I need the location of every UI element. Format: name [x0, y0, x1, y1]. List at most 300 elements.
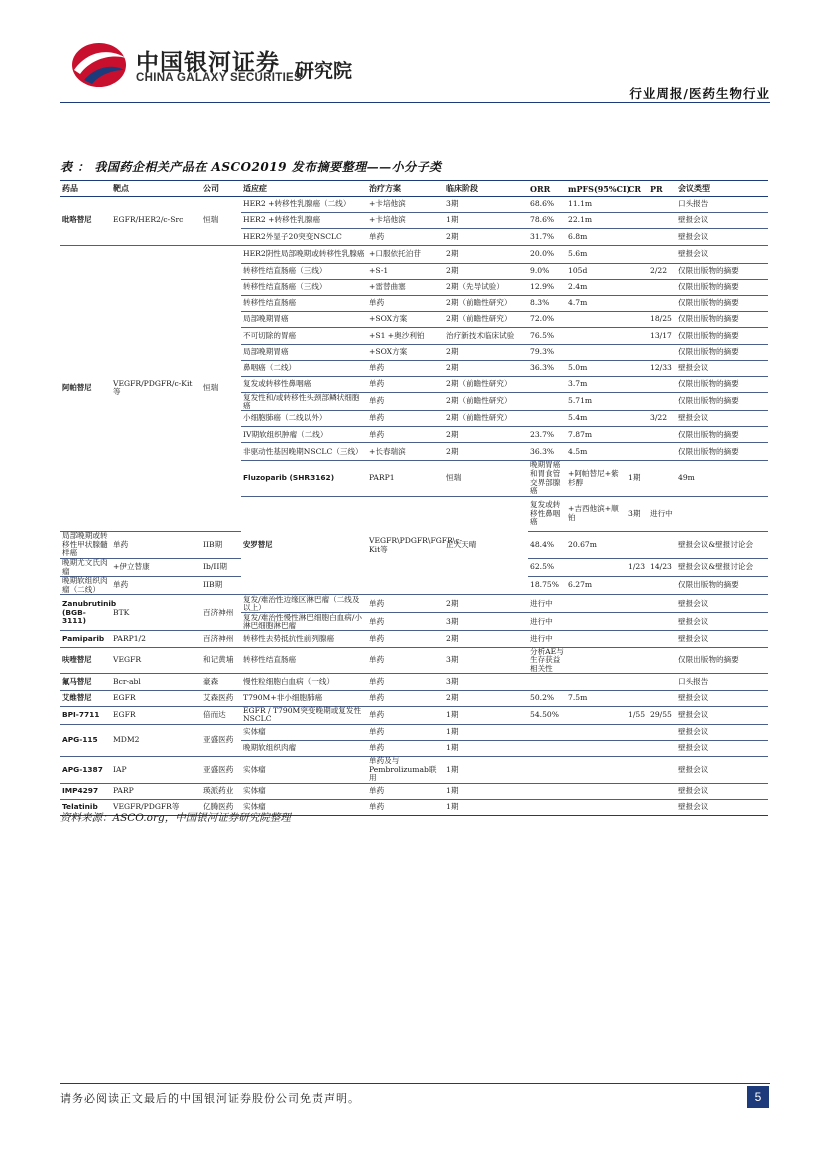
- footer-divider: [60, 1083, 770, 1084]
- regimen-cell: 单药: [367, 674, 444, 690]
- orr-cell: 68.6%: [528, 197, 566, 213]
- regimen-cell: 单药: [111, 532, 201, 559]
- regimen-cell: 单药: [367, 411, 444, 427]
- table-row: [60, 647, 768, 674]
- orr-cell: 18.75%: [528, 577, 566, 595]
- company-cell: 正大天晴: [444, 496, 528, 595]
- regimen-cell: 单药: [367, 613, 444, 631]
- mpfs-cell: 3.7m: [566, 376, 626, 392]
- cr-cell: [626, 328, 648, 344]
- meeting-type-cell: 壁报会议: [676, 706, 768, 724]
- mpfs-cell: 5.6m: [566, 245, 626, 263]
- pr-cell: [648, 295, 676, 311]
- target-cell: PARP: [111, 783, 201, 799]
- drug-cell: Zanubrutinib (BGB-3111): [60, 595, 111, 631]
- indication-cell: 复发或转移性鼻咽癌: [241, 376, 367, 392]
- asco-table: [60, 180, 768, 816]
- indication-cell: 晚期尤文氏肉瘤: [60, 558, 111, 576]
- meeting-type-cell: 壁报会议&壁报讨论会: [676, 558, 768, 576]
- company-cell: 瑛派药业: [201, 783, 241, 799]
- orr-cell: 进行中: [648, 496, 676, 531]
- orr-cell: [528, 724, 566, 740]
- mpfs-cell: [566, 328, 626, 344]
- target-cell: BTK: [111, 595, 201, 631]
- cr-cell: [626, 344, 648, 360]
- regimen-cell: 单药: [367, 740, 444, 756]
- regimen-cell: 单药: [367, 690, 444, 706]
- mpfs-cell: [566, 631, 626, 647]
- pr-cell: [648, 279, 676, 295]
- company-cell: 亿腾医药: [201, 800, 241, 816]
- phase-cell: 2期（前瞻性研究）: [444, 411, 528, 427]
- pr-cell: 14/23: [648, 558, 676, 576]
- cr-cell: [626, 724, 648, 740]
- meeting-type-cell: 壁报会议: [676, 757, 768, 784]
- pr-cell: [648, 393, 676, 411]
- indication-cell: 实体瘤: [241, 724, 367, 740]
- orr-cell: 48.4%: [528, 532, 566, 559]
- orr-cell: 8.3%: [528, 295, 566, 311]
- table-title: 表 ： 我国药企相关产品在 ASCO2019 发布摘要整理——小分子类: [60, 160, 442, 174]
- regimen-cell: +卡培他滨: [367, 197, 444, 213]
- pr-cell: [648, 647, 676, 674]
- phase-cell: 2期: [444, 263, 528, 279]
- company-cell: 亚盛医药: [201, 724, 241, 756]
- pr-cell: [648, 577, 676, 595]
- cr-cell: [626, 757, 648, 784]
- phase-cell: 1期: [626, 461, 648, 496]
- cr-cell: [626, 690, 648, 706]
- cr-cell: [626, 674, 648, 690]
- phase-cell: 2期（前瞻性研究）: [444, 376, 528, 392]
- meeting-type-cell: 壁报会议: [676, 595, 768, 613]
- regimen-cell: 单药: [367, 376, 444, 392]
- pr-cell: [648, 690, 676, 706]
- pr-cell: [648, 724, 676, 740]
- regimen-cell: +伊立替康: [111, 558, 201, 576]
- drug-cell: 阿帕替尼: [60, 245, 111, 532]
- phase-cell: Ib/II期: [201, 558, 241, 576]
- phase-cell: 2期: [444, 595, 528, 613]
- pr-cell: [648, 229, 676, 245]
- column-header: 靶点: [111, 181, 201, 197]
- report-type: 行业周报/医药生物行业: [629, 86, 770, 101]
- column-header: mPFS(95%CI): [566, 181, 626, 197]
- mpfs-cell: 105d: [566, 263, 626, 279]
- regimen-cell: 单药: [367, 295, 444, 311]
- meeting-type-cell: 壁报会议: [676, 613, 768, 631]
- orr-cell: 分析AE与生存获益相关性: [528, 647, 566, 674]
- orr-cell: 进行中: [528, 631, 566, 647]
- target-cell: Bcr-abl: [111, 674, 201, 690]
- mpfs-cell: 11.1m: [566, 197, 626, 213]
- pr-cell: 2/22: [648, 263, 676, 279]
- phase-cell: 3期: [626, 496, 648, 531]
- meeting-type-cell: 壁报会议&壁报讨论会: [676, 532, 768, 559]
- mpfs-cell: [566, 724, 626, 740]
- meeting-type-cell: 仅限出版物的摘要: [676, 443, 768, 461]
- table-header-row: [60, 181, 768, 197]
- cr-cell: [626, 800, 648, 816]
- mpfs-cell: 4.7m: [566, 295, 626, 311]
- orr-cell: [528, 411, 566, 427]
- pr-cell: [648, 595, 676, 613]
- institute-label: 研究院: [295, 60, 353, 82]
- orr-cell: 78.6%: [528, 213, 566, 229]
- phase-cell: 2期: [444, 690, 528, 706]
- target-cell: PARP1/2: [111, 631, 201, 647]
- indication-cell: 复发/难治性边缘区淋巴瘤（二线及以上）: [241, 595, 367, 613]
- phase-cell: 3期: [444, 613, 528, 631]
- drug-cell: 吡咯替尼: [60, 197, 111, 246]
- target-cell: VEGFR: [111, 647, 201, 674]
- mpfs-cell: 20.67m: [566, 532, 626, 559]
- drug-cell: Fluzoparib (SHR3162): [241, 461, 367, 496]
- regimen-cell: +雷替曲塞: [367, 279, 444, 295]
- phase-cell: 2期（前瞻性研究）: [444, 393, 528, 411]
- cr-cell: 1/23: [626, 558, 648, 576]
- drug-cell: Telatinib: [60, 800, 111, 816]
- cr-cell: 1/55: [626, 706, 648, 724]
- indication-cell: 转移性去势抵抗性前列腺癌: [241, 631, 367, 647]
- phase-cell: 1期: [444, 757, 528, 784]
- meeting-type-cell: 仅限出版物的摘要: [676, 577, 768, 595]
- cr-cell: [626, 197, 648, 213]
- indication-cell: 局部晚期胃癌: [241, 344, 367, 360]
- mpfs-cell: 22.1m: [566, 213, 626, 229]
- mpfs-cell: [566, 757, 626, 784]
- orr-cell: [528, 757, 566, 784]
- regimen-cell: 单药: [367, 393, 444, 411]
- drug-cell: APG-1387: [60, 757, 111, 784]
- pr-cell: [648, 532, 676, 559]
- drug-cell: Pamiparib: [60, 631, 111, 647]
- orr-cell: 36.3%: [528, 360, 566, 376]
- orr-cell: [528, 674, 566, 690]
- mpfs-cell: [566, 647, 626, 674]
- orr-cell: [528, 783, 566, 799]
- regimen-cell: +S-1: [367, 263, 444, 279]
- company-cell: 和记黄埔: [201, 647, 241, 674]
- cr-cell: [626, 213, 648, 229]
- phase-cell: 2期: [444, 229, 528, 245]
- drug-cell: APG-115: [60, 724, 111, 756]
- mpfs-cell: [566, 344, 626, 360]
- orr-cell: 54.50%: [528, 706, 566, 724]
- company-cell: 亚盛医药: [201, 757, 241, 784]
- cr-cell: [626, 613, 648, 631]
- target-cell: VEGFR/PDGFR等: [111, 800, 201, 816]
- logo-chinese-name: 中国银河证券: [136, 50, 280, 76]
- source-note: 资料来源：ASCO.org，中国银河证券研究院整理: [60, 812, 291, 824]
- orr-cell: 9.0%: [528, 263, 566, 279]
- pr-cell: [648, 757, 676, 784]
- regimen-cell: 单药及与Pembrolizumab联用: [367, 757, 444, 784]
- pr-cell: 3/22: [648, 411, 676, 427]
- mpfs-cell: [566, 800, 626, 816]
- meeting-type-cell: 仅限出版物的摘要: [676, 427, 768, 443]
- orr-cell: 12.9%: [528, 279, 566, 295]
- mpfs-cell: 7.5m: [566, 690, 626, 706]
- indication-cell: 局部晚期或转移性甲状腺髓样癌: [60, 532, 111, 559]
- phase-cell: 3期: [444, 197, 528, 213]
- phase-cell: 2期（前瞻性研究）: [444, 295, 528, 311]
- mpfs-cell: [566, 706, 626, 724]
- indication-cell: 鼻咽癌（二线）: [241, 360, 367, 376]
- regimen-cell: +SOX方案: [367, 312, 444, 328]
- column-header: 公司: [201, 181, 241, 197]
- disclaimer: 请务必阅读正文最后的中国银河证券股份公司免责声明。: [60, 1092, 360, 1105]
- indication-cell: HER2 +转移性乳腺癌: [241, 213, 367, 229]
- mpfs-cell: [566, 674, 626, 690]
- target-cell: MDM2: [111, 724, 201, 756]
- pr-cell: 29/55: [648, 706, 676, 724]
- indication-cell: 非驱动性基因晚期NSCLC（三线）: [241, 443, 367, 461]
- table-row: [60, 690, 768, 706]
- indication-cell: 晚期胃癌和胃食管交界部腺癌: [528, 461, 566, 496]
- meeting-type-cell: 仅限出版物的摘要: [676, 344, 768, 360]
- mpfs-cell: [566, 595, 626, 613]
- indication-cell: 转移性结直肠癌: [241, 295, 367, 311]
- drug-cell: IMP4297: [60, 783, 111, 799]
- meeting-type-cell: 口头报告: [676, 674, 768, 690]
- column-header: 临床阶段: [444, 181, 528, 197]
- meeting-type-cell: 仅限出版物的摘要: [676, 312, 768, 328]
- regimen-cell: +吉西他滨+顺铂: [566, 496, 626, 531]
- column-header: CR: [626, 181, 648, 197]
- galaxy-logo-icon: [70, 40, 128, 90]
- mpfs-cell: [566, 740, 626, 756]
- orr-cell: 76.5%: [528, 328, 566, 344]
- pr-cell: [648, 613, 676, 631]
- phase-cell: 2期（先导试验）: [444, 279, 528, 295]
- phase-cell: 1期: [444, 740, 528, 756]
- regimen-cell: 单药: [367, 724, 444, 740]
- table-row: [60, 724, 768, 740]
- pr-cell: [648, 443, 676, 461]
- indication-cell: 复发/难治性慢性淋巴细胞白血病/小淋巴细胞淋巴瘤: [241, 613, 367, 631]
- cr-cell: [626, 740, 648, 756]
- meeting-type-cell: 壁报会议: [676, 800, 768, 816]
- cr-cell: [626, 411, 648, 427]
- mpfs-cell: 5.4m: [566, 411, 626, 427]
- indication-cell: 实体瘤: [241, 800, 367, 816]
- orr-cell: 79.3%: [528, 344, 566, 360]
- meeting-type-cell: 壁报会议: [676, 690, 768, 706]
- pr-cell: [648, 197, 676, 213]
- mpfs-cell: 49m: [676, 461, 768, 496]
- cr-cell: [626, 647, 648, 674]
- table-row: [60, 783, 768, 799]
- meeting-type-cell: 壁报会议: [676, 783, 768, 799]
- drug-cell: 安罗替尼: [241, 496, 367, 595]
- regimen-cell: 单药: [367, 783, 444, 799]
- cr-cell: [626, 279, 648, 295]
- target-cell: EGFR/HER2/c-Src: [111, 197, 201, 246]
- cr-cell: [626, 783, 648, 799]
- phase-cell: 2期: [444, 344, 528, 360]
- indication-cell: 慢性粒细胞白血病（一线）: [241, 674, 367, 690]
- pr-cell: 18/25: [648, 312, 676, 328]
- phase-cell: 1期: [444, 783, 528, 799]
- mpfs-cell: [676, 496, 768, 531]
- indication-cell: EGFR / T790M突变晚期或复发性NSCLC: [241, 706, 367, 724]
- table-row: [60, 757, 768, 784]
- meeting-type-cell: 壁报会议: [676, 213, 768, 229]
- target-cell: EGFR: [111, 690, 201, 706]
- pr-cell: [648, 783, 676, 799]
- phase-cell: 2期: [444, 443, 528, 461]
- regimen-cell: 单药: [367, 647, 444, 674]
- meeting-type-cell: 仅限出版物的摘要: [676, 647, 768, 674]
- cr-cell: [626, 360, 648, 376]
- regimen-cell: +SOX方案: [367, 344, 444, 360]
- indication-cell: T790M+非小细胞肺癌: [241, 690, 367, 706]
- company-cell: 倍而达: [201, 706, 241, 724]
- mpfs-cell: 5.0m: [566, 360, 626, 376]
- mpfs-cell: 5.71m: [566, 393, 626, 411]
- drug-cell: 氟马替尼: [60, 674, 111, 690]
- cr-cell: [626, 595, 648, 613]
- meeting-type-cell: 仅限出版物的摘要: [676, 328, 768, 344]
- company-cell: 百济神州: [201, 595, 241, 631]
- indication-cell: 小细胞肺癌（二线以外）: [241, 411, 367, 427]
- meeting-type-cell: 仅限出版物的摘要: [676, 263, 768, 279]
- column-header: ORR: [528, 181, 566, 197]
- cr-cell: [626, 577, 648, 595]
- meeting-type-cell: 壁报会议: [676, 245, 768, 263]
- cr-cell: [626, 376, 648, 392]
- orr-cell: 进行中: [528, 613, 566, 631]
- indication-cell: HER2外显子20突变NSCLC: [241, 229, 367, 245]
- orr-cell: 进行中: [528, 595, 566, 613]
- cr-cell: [626, 263, 648, 279]
- logo-english-name: CHINA GALAXY SECURITIES: [136, 72, 303, 84]
- target-cell: EGFR: [111, 706, 201, 724]
- column-header: 治疗方案: [367, 181, 444, 197]
- table-body: [60, 197, 768, 816]
- regimen-cell: 单药: [367, 360, 444, 376]
- cr-cell: [626, 229, 648, 245]
- pr-cell: [648, 674, 676, 690]
- meeting-type-cell: 壁报会议: [676, 724, 768, 740]
- orr-cell: 62.5%: [528, 558, 566, 576]
- company-logo: [70, 40, 370, 90]
- regimen-cell: 单药: [367, 229, 444, 245]
- phase-cell: 3期: [444, 674, 528, 690]
- regimen-cell: +S1 +奥沙利铂: [367, 328, 444, 344]
- company-cell: 恒瑞: [444, 461, 528, 496]
- phase-cell: 2期: [444, 631, 528, 647]
- indication-cell: 实体瘤: [241, 757, 367, 784]
- regimen-cell: +长春瑞滨: [367, 443, 444, 461]
- page-number: 5: [747, 1086, 769, 1108]
- indication-cell: HER2 +转移性乳腺癌（二线）: [241, 197, 367, 213]
- phase-cell: 2期: [444, 360, 528, 376]
- pr-cell: [648, 344, 676, 360]
- indication-cell: 复发或转移性鼻咽癌: [528, 496, 566, 531]
- phase-cell: 2期（前瞻性研究）: [444, 312, 528, 328]
- indication-cell: 不可切除的胃癌: [241, 328, 367, 344]
- meeting-type-cell: 口头报告: [676, 197, 768, 213]
- mpfs-cell: [566, 613, 626, 631]
- orr-cell: [528, 376, 566, 392]
- indication-cell: 实体瘤: [241, 783, 367, 799]
- cr-cell: [626, 427, 648, 443]
- mpfs-cell: [566, 558, 626, 576]
- phase-cell: 2期: [444, 245, 528, 263]
- phase-cell: 1期: [444, 213, 528, 229]
- column-header: 会议类型: [676, 181, 768, 197]
- company-cell: 百济神州: [201, 631, 241, 647]
- column-header: PR: [648, 181, 676, 197]
- mpfs-cell: 4.5m: [566, 443, 626, 461]
- cr-cell: [626, 443, 648, 461]
- cr-cell: [626, 312, 648, 328]
- indication-cell: 转移性结直肠癌（三线）: [241, 279, 367, 295]
- meeting-type-cell: 仅限出版物的摘要: [676, 376, 768, 392]
- regimen-cell: +口服依托泊苷: [367, 245, 444, 263]
- regimen-cell: +阿帕替尼+紫杉醇: [566, 461, 626, 496]
- regimen-cell: +卡培他滨: [367, 213, 444, 229]
- table-row: [60, 197, 768, 213]
- pr-cell: [648, 213, 676, 229]
- orr-cell: 31.7%: [528, 229, 566, 245]
- meeting-type-cell: 壁报会议: [676, 229, 768, 245]
- cr-cell: [626, 532, 648, 559]
- table-row: [60, 245, 768, 263]
- meeting-type-cell: 仅限出版物的摘要: [676, 279, 768, 295]
- meeting-type-cell: 壁报会议: [676, 740, 768, 756]
- indication-cell: 晚期软组织肉瘤: [241, 740, 367, 756]
- regimen-cell: 单药: [111, 577, 201, 595]
- indication-cell: 转移性结直肠癌: [241, 647, 367, 674]
- mpfs-cell: [566, 783, 626, 799]
- pr-cell: 12/33: [648, 360, 676, 376]
- phase-cell: 1期: [444, 800, 528, 816]
- header-divider: [60, 102, 770, 103]
- indication-cell: 复发性和/或转移性头颈部鳞状细胞癌: [241, 393, 367, 411]
- table-row: [60, 674, 768, 690]
- indication-cell: 晚期软组织肉瘤（二线）: [60, 577, 111, 595]
- pr-cell: [648, 631, 676, 647]
- target-cell: IAP: [111, 757, 201, 784]
- pr-cell: [648, 427, 676, 443]
- company-cell: 恒瑞: [201, 245, 241, 532]
- phase-cell: IIB期: [201, 532, 241, 559]
- company-cell: 艾森医药: [201, 690, 241, 706]
- orr-cell: 50.2%: [528, 690, 566, 706]
- drug-cell: BPI-7711: [60, 706, 111, 724]
- indication-cell: HER2阴性局部晚期或转移性乳腺癌: [241, 245, 367, 263]
- orr-cell: [528, 740, 566, 756]
- pr-cell: [648, 800, 676, 816]
- orr-cell: 20.0%: [528, 245, 566, 263]
- regimen-cell: 单药: [367, 800, 444, 816]
- table-row: [60, 631, 768, 647]
- mpfs-cell: 6.8m: [566, 229, 626, 245]
- orr-cell: 36.3%: [528, 443, 566, 461]
- mpfs-cell: [566, 312, 626, 328]
- orr-cell: 72.0%: [528, 312, 566, 328]
- pr-cell: [648, 740, 676, 756]
- phase-cell: 3期: [444, 647, 528, 674]
- pr-cell: 13/17: [648, 328, 676, 344]
- orr-cell: [528, 800, 566, 816]
- mpfs-cell: 2.4m: [566, 279, 626, 295]
- meeting-type-cell: 仅限出版物的摘要: [676, 295, 768, 311]
- indication-cell: IV期软组织肿瘤（二线）: [241, 427, 367, 443]
